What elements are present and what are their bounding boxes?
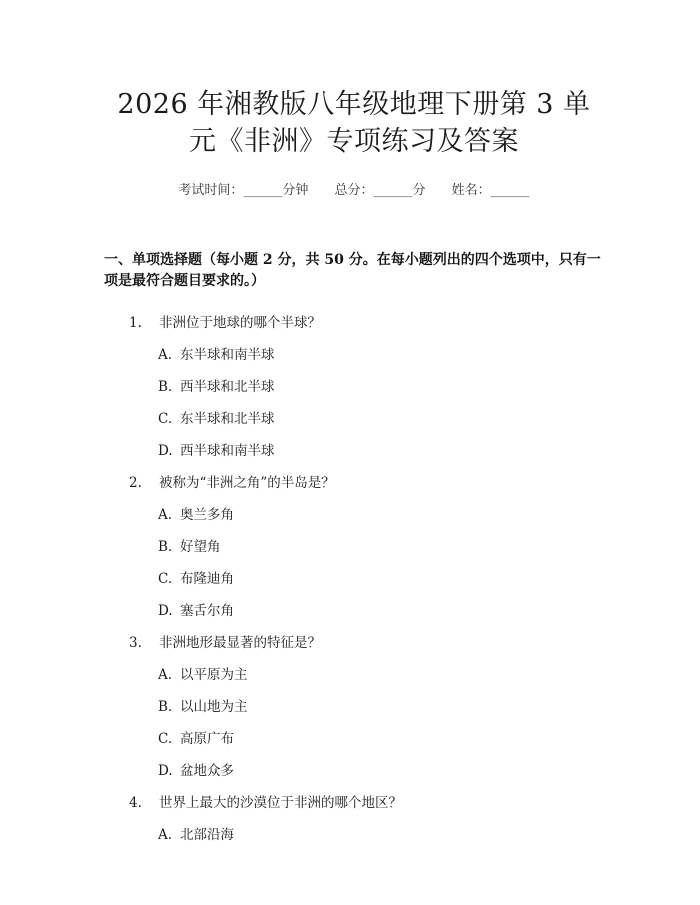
question-text: 被称为“非洲之角”的半岛是？ xyxy=(159,475,335,491)
question-item xyxy=(104,474,604,620)
option-letter: A. xyxy=(158,347,173,363)
option-item xyxy=(104,538,604,556)
question-text: 世界上最大的沙漠位于非洲的哪个地区？ xyxy=(159,795,402,811)
option-text: 好望角 xyxy=(180,539,221,555)
option-letter: D. xyxy=(158,603,173,619)
option-text: 奥兰多角 xyxy=(180,507,234,523)
student-name-field: 姓名：______ xyxy=(451,183,530,198)
option-text: 以山地为主 xyxy=(180,699,248,715)
option-item xyxy=(104,698,604,716)
option-text: 布隆迪角 xyxy=(180,571,234,587)
option-letter: C. xyxy=(158,411,173,427)
option-item xyxy=(104,378,604,396)
option-item xyxy=(104,346,604,364)
question-stem xyxy=(104,314,604,332)
exam-info xyxy=(104,182,604,200)
option-letter: D. xyxy=(158,443,173,459)
total-score-field: 总分：______分 xyxy=(334,183,426,198)
option-letter: B. xyxy=(158,379,173,395)
option-letter: B. xyxy=(158,539,173,555)
option-text: 北部沿海 xyxy=(180,827,234,843)
option-letter: C. xyxy=(158,731,173,747)
option-item xyxy=(104,442,604,460)
option-letter: D. xyxy=(158,763,173,779)
question-stem xyxy=(104,474,604,492)
option-letter: A. xyxy=(158,827,173,843)
option-item xyxy=(104,506,604,524)
option-text: 西半球和南半球 xyxy=(180,443,275,459)
option-item xyxy=(104,730,604,748)
option-letter: A. xyxy=(158,507,173,523)
option-item xyxy=(104,666,604,684)
question-number: 2. xyxy=(129,475,142,491)
option-text: 东半球和北半球 xyxy=(180,411,275,427)
question-item xyxy=(104,634,604,780)
option-letter: C. xyxy=(158,571,173,587)
document-title: 2026 年湘教版八年级地理下册第 3 单元《非洲》专项练习及答案 xyxy=(117,89,591,157)
question-item xyxy=(104,314,604,460)
option-item xyxy=(104,602,604,620)
question-list xyxy=(104,314,604,844)
option-text: 塞舌尔角 xyxy=(180,603,234,619)
option-item xyxy=(104,762,604,780)
question-number: 4. xyxy=(129,795,142,811)
option-letter: B. xyxy=(158,699,173,715)
question-text: 非洲位于地球的哪个半球？ xyxy=(159,315,321,331)
option-text: 高原广布 xyxy=(180,731,234,747)
question-number: 1. xyxy=(129,315,142,331)
option-item xyxy=(104,570,604,588)
option-text: 西半球和北半球 xyxy=(180,379,275,395)
option-text: 盆地众多 xyxy=(180,763,234,779)
option-text: 以平原为主 xyxy=(180,667,248,683)
exam-time-field: 考试时间：______分钟 xyxy=(178,183,309,198)
question-stem xyxy=(104,794,604,812)
question-number: 3. xyxy=(129,635,142,651)
question-stem xyxy=(104,634,604,652)
question-text: 非洲地形最显著的特征是？ xyxy=(159,635,321,651)
option-item xyxy=(104,410,604,428)
option-letter: A. xyxy=(158,667,173,683)
option-text: 东半球和南半球 xyxy=(180,347,275,363)
section-heading: 一、单项选择题（每小题 2 分，共 50 分。在每小题列出的四个选项中，只有一项是最符合题目要求的。） xyxy=(104,252,601,289)
option-item xyxy=(104,826,604,844)
question-item xyxy=(104,794,604,844)
